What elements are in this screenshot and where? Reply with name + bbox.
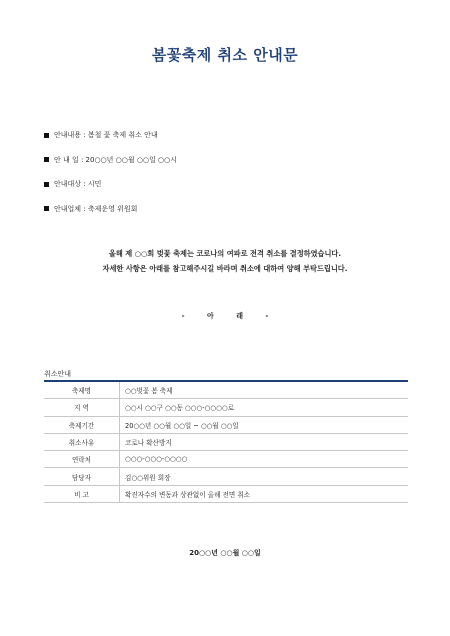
info-text: 안내대상 : 시민 [54,180,102,188]
row-key: 연락처 [44,451,120,468]
info-text: 안내업체 : 축제운영 위원회 [54,204,138,213]
table-row [44,451,408,468]
row-key: 취소사유 [44,433,120,450]
table-row [44,416,408,433]
row-value: ○○○-○○○-○○○○ [120,451,409,468]
ahrae-heading: - 아 래 - [181,312,269,320]
cancellation-table [44,380,408,503]
square-bullet-icon [44,157,49,162]
row-value: 김○○위원 회장 [120,468,409,485]
notice-paragraph [0,246,450,276]
square-bullet-icon [44,182,49,187]
table-row [44,381,408,399]
row-value: 코로나 확산방지 [120,433,409,450]
info-text: 안 내 일 : 20○○년 ○○월 ○○일 ○○시 [54,155,178,164]
info-row-content [44,130,424,140]
info-row-date [44,155,424,165]
info-row-target [44,179,424,189]
section-label: 취소안내 [44,370,72,378]
row-key: 지 역 [44,399,120,416]
table-row [44,468,408,485]
row-value: 확진자수의 변동과 상관없이 올해 전면 취소 [120,485,409,502]
table-row [44,485,408,502]
row-key: 비 고 [44,485,120,502]
row-key: 축제명 [44,381,120,399]
row-value: 20○○년 ○○월 ○○일 ~ ○○월 ○○일 [120,416,409,433]
row-value: ○○벚꽃 봄 축제 [120,381,409,399]
row-key: 축제기간 [44,416,120,433]
info-row-organizer [44,204,424,214]
table-row [44,399,408,416]
info-list [44,130,424,228]
notice-line: 자세한 사항은 아래를 참고해주시길 바라며 취소에 대하여 양해 부탁드립니다. [102,264,348,273]
row-key: 담당자 [44,468,120,485]
table-row [44,433,408,450]
document-date: 20○○년 ○○월 ○○일 [189,549,261,557]
info-text: 안내내용 : 봄철 꽃 축제 취소 안내 [54,131,158,139]
square-bullet-icon [44,206,49,211]
row-value: ○○시 ○○구 ○○동 ○○○-○○○○로 [120,399,409,416]
square-bullet-icon [44,133,49,138]
notice-line: 올해 제 ○○회 벚꽃 축제는 코로나의 여파로 전격 취소를 결정하였습니다. [108,249,342,258]
document-title: 봄꽃축제 취소 안내문 [151,46,299,64]
